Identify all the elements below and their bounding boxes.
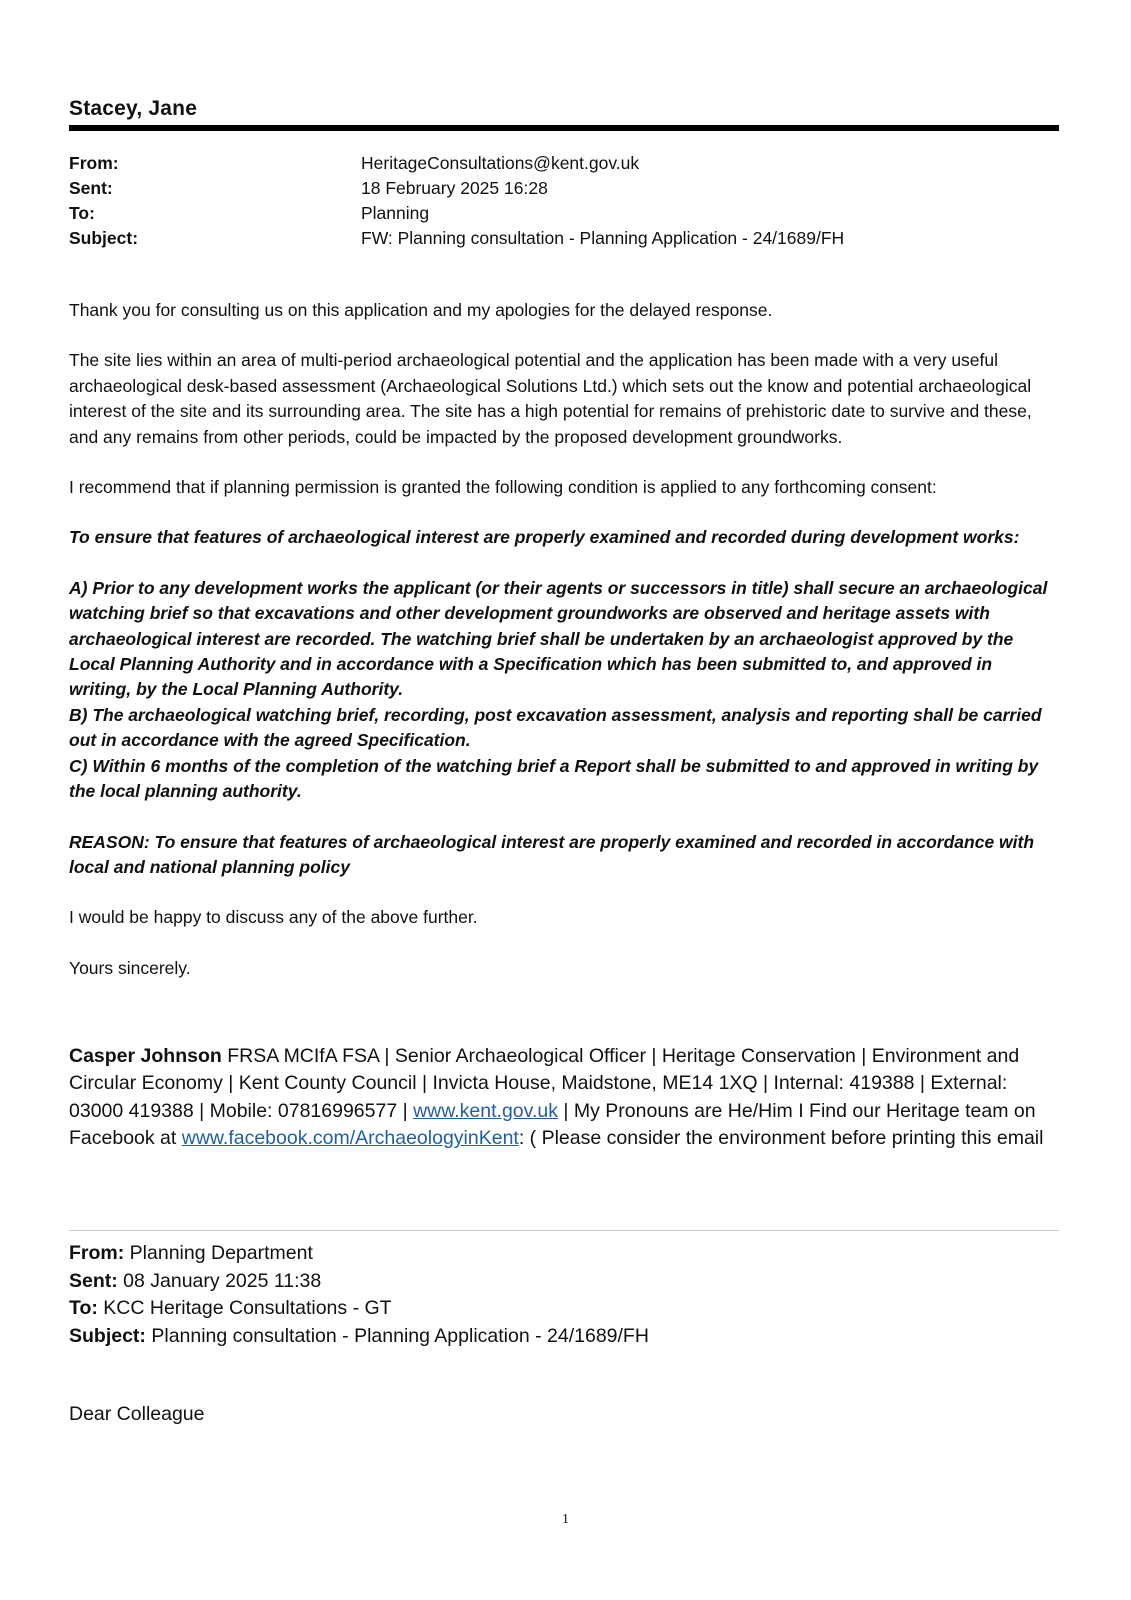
facebook-link[interactable]: www.facebook.com/ArchaeologyinKent: [181, 1127, 519, 1150]
condition-reason: REASON: To ensure that features of archaeological interest are properly examined and recorded in accordance with local and national planning policy: [69, 831, 1035, 877]
subject-value: FW: Planning consultation - Planning Application - 24/1689/FH: [361, 228, 845, 248]
document-page: [69, 0, 1059, 1600]
signature-environment-note: : ( Please consider the environment before printing this email: [518, 1127, 1044, 1150]
forwarded-from-row: [69, 1240, 1059, 1268]
forwarded-subject-row: [69, 1323, 1059, 1351]
forwarded-sent-row: [69, 1268, 1059, 1296]
sent-label: Sent:: [69, 178, 113, 198]
body-paragraph-discuss: I would be happy to discuss any of the above further.: [69, 907, 478, 928]
condition-a: A) Prior to any development works the applicant (or their agents or successors in title) shall secure an archaeological watching brief so that excavations and other development groundworks are observed and heritage assets with archaeological interest are recorded. The watching brief shall be undertaken by an archaeologist approved by the Local Planning Authority and in accordance with a Specification which has been submitted to, and approved in writing, by the Local Planning Authority.: [69, 577, 1048, 700]
forwarded-divider: [69, 1230, 1059, 1231]
header-row-from: [69, 151, 1059, 176]
mailbox-owner-name: Stacey, Jane: [69, 97, 198, 120]
email-headers: [69, 151, 1059, 251]
email-signature: [69, 1043, 1059, 1153]
body-paragraph-thanks: Thank you for consulting us on this application and my apologies for the delayed response.: [69, 300, 773, 320]
signature-details: FRSA MCIfA FSA | Senior Archaeological Officer | Heritage Conservation | Environment and Circular Economy | Kent County Council | Invicta House, Maidstone, ME14 1XQ | Internal: 419388 | External: 03000 419388 | Mobile: 07816996577 |: [69, 1045, 1020, 1122]
from-value: HeritageConsultations@kent.gov.uk: [361, 153, 640, 173]
forwarded-to-label: To:: [69, 1297, 98, 1319]
from-label: From:: [69, 153, 119, 173]
header-row-sent: [69, 176, 1059, 201]
kent-website-link[interactable]: www.kent.gov.uk: [413, 1099, 558, 1122]
sent-value: 18 February 2025 16:28: [361, 178, 548, 198]
forwarded-subject-label: Subject:: [69, 1324, 146, 1347]
subject-label: Subject:: [69, 228, 139, 248]
condition-b: B) The archaeological watching brief, recording, post excavation assessment, analysis and reporting shall be carried out in accordance with the agreed Specification.: [69, 704, 1042, 751]
condition-c: C) Within 6 months of the completion of the watching brief a Report shall be submitted to and approved in writing by the local planning authority.: [69, 755, 1039, 802]
condition-intro: To ensure that features of archaeological interest are properly examined and recorded during development works:: [69, 527, 1020, 548]
forwarded-from-value: Planning Department: [124, 1242, 313, 1264]
header-row-to: [69, 201, 1059, 226]
signature-name: Casper Johnson: [69, 1045, 222, 1067]
signature-pronouns: | My Pronouns are He/Him I Find our Heritage team on Facebook at: [69, 1099, 1036, 1150]
email-body: [69, 298, 1059, 1006]
page-number: 1: [562, 1512, 569, 1527]
header-row-subject: [69, 226, 1059, 251]
forwarded-from-label: From:: [69, 1242, 125, 1264]
forwarded-sent-value: 08 January 2025 11:38: [117, 1269, 322, 1292]
header-divider: [69, 125, 1059, 131]
body-paragraph-recommend: I recommend that if planning permission is granted the following condition is applied to any forthcoming consent:: [69, 477, 937, 498]
forwarded-headers: [69, 1240, 1059, 1350]
forwarded-subject-value: Planning consultation - Planning Application - 24/1689/FH: [145, 1324, 649, 1347]
body-paragraph-site: The site lies within an area of multi-period archaeological potential and the application has been made with a very useful archaeological desk-based assessment (Archaeological Solutions Ltd.) which sets out the know and potential archaeological interest of the site and its surrounding area. The site has a high potential for remains of prehistoric date to survive and these, and any remains from other periods, could be impacted by the proposed development groundworks.: [69, 350, 1032, 447]
forwarded-greeting: Dear Colleague: [69, 1403, 205, 1425]
to-value: Planning: [361, 203, 430, 223]
forwarded-to-row: [69, 1295, 1059, 1323]
body-closing: Yours sincerely.: [69, 957, 191, 978]
forwarded-to-value: KCC Heritage Consultations - GT: [97, 1297, 392, 1319]
to-label: To:: [69, 203, 95, 223]
forwarded-sent-label: Sent:: [69, 1269, 118, 1292]
